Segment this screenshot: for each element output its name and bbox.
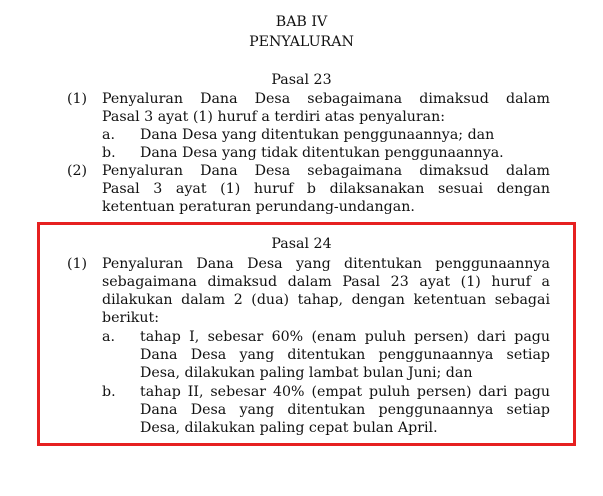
pasal-23-item-text: Dana Desa yang ditentukan penggunaannya; dan xyxy=(140,127,495,143)
pasal-23-ayat-2-number: (2) xyxy=(67,163,88,179)
pasal-24-item-letter: b. xyxy=(102,384,116,400)
pasal-24-ayat-1-line: Penyaluran Dana Desa yang ditentukan penggunaannya xyxy=(102,256,550,272)
pasal-23-ayat-2-line: Penyaluran Dana Desa sebagaimana dimaksud dalam xyxy=(102,163,550,179)
pasal-23-ayat-1-line: Pasal 3 ayat (1) huruf a terdiri atas penyaluran: xyxy=(102,109,446,125)
pasal-24-item-line: Desa, dilakukan paling cepat bulan April. xyxy=(140,420,438,436)
pasal-23-heading: Pasal 23 xyxy=(271,72,332,88)
pasal-23-item-text: Dana Desa yang tidak ditentukan penggunaannya. xyxy=(140,145,504,161)
pasal-24-ayat-1-line: sebagaimana dimaksud dalam Pasal 23 ayat (1) huruf a xyxy=(102,274,550,290)
pasal-23-ayat-1-line: Penyaluran Dana Desa sebagaimana dimaksud dalam xyxy=(102,91,550,107)
pasal-24-item-line: tahap I, sebesar 60% (enam puluh persen) dari pagu xyxy=(140,329,550,345)
pasal-23-ayat-1-number: (1) xyxy=(67,91,88,107)
pasal-24-heading: Pasal 24 xyxy=(271,236,332,252)
pasal-24-item-letter: a. xyxy=(102,329,115,345)
pasal-24-item-line: tahap II, sebesar 40% (empat puluh persen) dari pagu xyxy=(140,384,550,400)
pasal-24-item-line: Dana Desa yang ditentukan penggunaannya setiap xyxy=(140,402,550,418)
pasal-23-ayat-2-line: ketentuan peraturan perundang-undangan. xyxy=(102,199,415,215)
pasal-23-item-letter: a. xyxy=(102,127,115,143)
pasal-24-item-line: Dana Desa yang ditentukan penggunaannya setiap xyxy=(140,347,550,363)
pasal-23-item-letter: b. xyxy=(102,145,116,161)
pasal-23-ayat-2-line: Pasal 3 ayat (1) huruf b dilaksanakan sesuai dengan xyxy=(102,181,550,197)
pasal-24-ayat-1-number: (1) xyxy=(67,256,88,272)
pasal-24-ayat-1-line: berikut: xyxy=(102,310,160,326)
chapter-title: BAB IV xyxy=(275,14,328,30)
chapter-subtitle: PENYALURAN xyxy=(249,34,354,50)
pasal-24-ayat-1-line: dilakukan dalam 2 (dua) tahap, dengan ketentuan sebagai xyxy=(102,292,550,308)
pasal-24-item-line: Desa, dilakukan paling lambat bulan Juni; dan xyxy=(140,365,473,381)
